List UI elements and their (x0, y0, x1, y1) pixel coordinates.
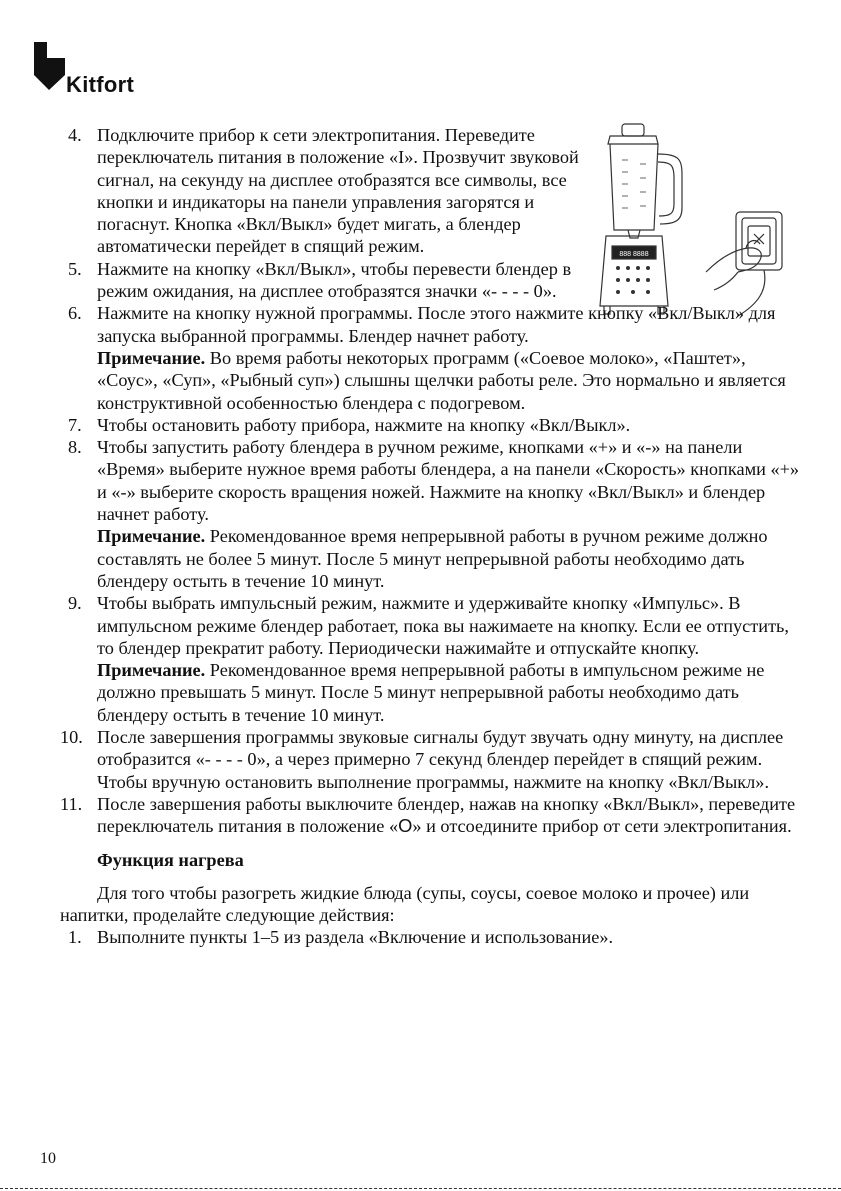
list-item (60, 592, 800, 726)
list-item-number: 8. (68, 437, 82, 458)
list-item-number: 1. (68, 927, 82, 948)
list-item (60, 124, 800, 258)
note-text: Рекомендованное время непрерывной работы в импульсном режиме не должно превышать 5 минут. После 5 минут непрерывной работы необходимо дать блендеру остыть в течение 10 минут. (97, 660, 765, 725)
list-item (60, 436, 800, 592)
list-item-text: Чтобы выбрать импульсный режим, нажмите и удерживайте кнопку «Импульс». В импульсном режиме блендер работает, пока вы нажимаете на кнопку. Если ее отпустить, то блендер прекратит работу. Периодически нажимайте и отпускайте кнопку. (97, 593, 789, 658)
note-text: Рекомендованное время непрерывной работы в ручном режиме должно составлять не более 5 минут. После 5 минут непрерывной работы необходимо дать блендеру остыть в течение 10 минут. (97, 526, 768, 591)
note (97, 347, 800, 414)
list-item-text: Нажмите на кнопку нужной программы. После этого нажмите кнопку «Вкл/Выкл» для запуска выбранной программы. Блендер начнет работу. (97, 303, 776, 346)
list-item-number: 6. (68, 303, 82, 324)
list-item-text: Нажмите на кнопку «Вкл/Выкл», чтобы перевести блендер в режим ожидания, на дисплее отобразятся значки «- - - - 0». (97, 258, 572, 302)
kitfort-logo-icon (34, 42, 66, 90)
list-item (60, 926, 800, 948)
list-item (60, 726, 800, 793)
note-label: Примечание. (97, 660, 206, 681)
note (97, 659, 800, 726)
list-item (60, 302, 800, 413)
list-item-number: 11. (60, 793, 83, 814)
text-before-symbol: После завершения работы выключите блендер, нажав на кнопку «Вкл/Выкл», переведите переключатель питания в положение « (97, 793, 796, 837)
list-item (60, 793, 800, 838)
page-edge-divider (0, 1188, 841, 1189)
illustration-display: 888 8888 (619, 251, 649, 258)
brand-name: Kitfort (66, 72, 135, 97)
list-item-number: 7. (68, 414, 82, 435)
power-off-symbol: O (398, 815, 413, 837)
list-item (60, 258, 800, 303)
note-label: Примечание. (97, 347, 206, 368)
list-item-number: 9. (68, 593, 82, 614)
list-item-number: 4. (68, 125, 82, 145)
text-after-symbol: » и отсоедините прибор от сети электропитания. (412, 816, 792, 837)
list-item-text: Подключите прибор к сети электропитания. Переведите переключатель питания в положение «I». Прозвучит звуковой сигнал, на секунду на дисплее отобразятся все символы, все кнопки и индикаторы на панели управления загорятся и погаснут. Кнопка «Вкл/Выкл» будет мигать, а блендер автоматически перейдет в спящий режим. (97, 125, 579, 257)
list-item-text: Выполните пункты 1–5 из раздела «Включение и использование». (97, 927, 614, 948)
list-item-text: Чтобы запустить работу блендера в ручном режиме, кнопками «+» и «-» на панели «Время» выберите нужное время работы блендера, а на панели «Скорость» кнопками «+» и «-» выберите скорость вращения ножей. Нажмите на кнопку «Вкл/Выкл» и блендер начнет работу. (97, 437, 800, 525)
list-item-text: После завершения программы звуковые сигналы будут звучать одну минуту, на дисплее отобразится «- - - - 0», а через примерно 7 секунд блендер перейдет в спящий режим. Чтобы вручную остановить выполнение программы, нажмите на кнопку «Вкл/Выкл». (97, 727, 784, 792)
list-item-number: 10. (60, 727, 83, 748)
section-title-heating: Функция нагрева (97, 849, 244, 870)
note (97, 525, 800, 592)
note-label: Примечание. (97, 526, 206, 547)
list-item (60, 414, 800, 436)
list-item-text: Чтобы остановить работу прибора, нажмите на кнопку «Вкл/Выкл». (97, 414, 631, 435)
list-item-text (97, 793, 800, 838)
note-text: Во время работы некоторых программ («Соевое молоко», «Паштет», «Соус», «Суп», «Рыбный суп») слышны щелчки работы реле. Это нормально и является конструктивной особенностью блендера с подогревом. (97, 347, 786, 413)
heating-intro: Для того чтобы разогреть жидкие блюда (супы, соусы, соевое молоко и прочее) или напитки, проделайте следующие действия: (60, 882, 750, 926)
instructions-text (60, 124, 800, 949)
page-number: 10 (40, 1150, 56, 1167)
list-item-number: 5. (68, 258, 82, 279)
